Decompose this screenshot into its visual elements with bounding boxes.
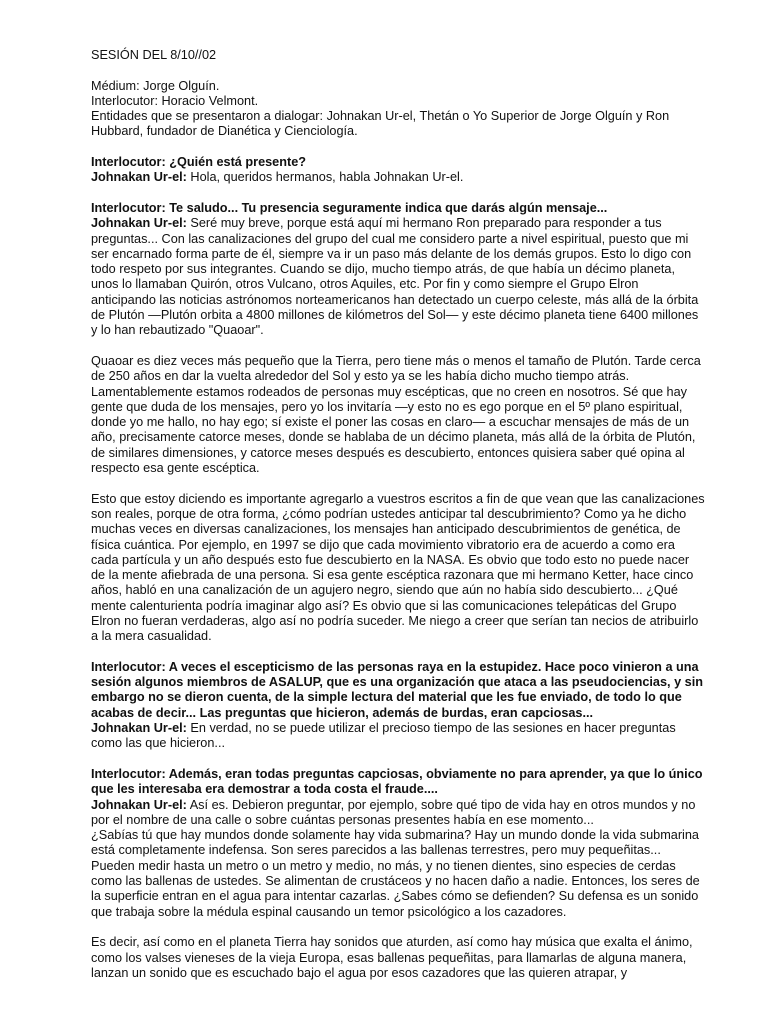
speaker-label: Interlocutor:	[91, 155, 166, 170]
speaker-label: Johnakan Ur-el:	[91, 721, 187, 736]
question-text: ¿Quién está presente?	[165, 155, 307, 170]
session-metadata	[91, 79, 705, 140]
dialogue-exchange	[91, 155, 705, 186]
answer-text: Así es. Debieron preguntar, por ejemplo, sobre qué tipo de vida hay en otros mundos y no por el nombre de una calle o sobre cuántas personas presentes había en ese momento...	[91, 797, 696, 827]
document-page	[91, 48, 705, 996]
johnakan-answer	[91, 216, 705, 338]
interlocutor-question	[91, 767, 705, 798]
interlocutor-question	[91, 201, 705, 216]
body-paragraph: Esto que estoy diciendo es importante agregarlo a vuestros escritos a fin de que vean que las canalizaciones son reales, porque de otra forma, ¿cómo podrían ustedes anticipar tal descubrimiento? Como ya he dicho muchas veces en diversas canalizaciones, los mensajes han anticipado descubrimientos de genética, de física cuántica. Por ejemplo, en 1997 se dijo que cada movimiento vibratorio era de acuerdo a como era cada partícula y un año después esto fue descubierto en la NASA. Es obvio que todo esto no puede nacer de la mente afiebrada de una persona. Si esa gente escéptica razonara que mi hermano Ketter, hace cinco años, habló en una canalización de un agujero negro, siendo que aún no había sido descubierto... ¿Qué mente calenturienta podría imaginar algo así? Es obvio que si las comunicaciones telepáticas del Grupo Elron no fueran verdaderas, algo así no podría suceder. Me niego a creer que serían tan necios de atribuirlo a la mera casualidad.	[91, 491, 705, 644]
answer-continuation: ¿Sabías tú que hay mundos donde solamente hay vida submarina? Hay un mundo donde la vida submarina está completamente indefensa. Son seres parecidos a las ballenas terrestres, pero muy pequeñitas... Pueden medir hasta un metro o un metro y medio, no más, y no tienen dientes, sino especies de cerdas como las ballenas de ustedes. Se alimentan de crustáceos y no hacen daño a nadie. Entonces, los seres de la superficie entran en el agua para intentar cazarlas. ¿Sabes cómo se defienden? Su defensa es un sonido que trabaja sobre la médula espinal causando un temor psicológico a los cazadores.	[91, 828, 700, 919]
speaker-label: Johnakan Ur-el:	[91, 170, 187, 185]
johnakan-answer	[91, 721, 705, 752]
question-text: Además, eran todas preguntas capciosas, obviamente no para aprender, ya que lo único que les interesaba era demostrar a toda costa el fraude....	[91, 766, 703, 797]
body-paragraph: Quaoar es diez veces más pequeño que la Tierra, pero tiene más o menos el tamaño de Plutón. Tarde cerca de 250 años en dar la vuelta alrededor del Sol y esto ya se les había dicho mucho tiempo atrás. Lamentablemente estamos rodeados de personas muy escépticas, que no creen en nosotros. Sé que hay gente que duda de los mensajes, pero yo los invitaría —y esto no es ego porque en el 5º plano espiritual, donde yo me hallo, no hay ego; sí existe el poner las cosas en claro— a escuchar mensajes de más de un año, precisamente catorce meses, donde se hablaba de un décimo planeta, más allá de la órbita de Plutón, de similares dimensiones, y catorce meses después es descubierto, entonces quisiera saber qué opina al respecto esa gente escéptica.	[91, 353, 701, 476]
answer-text: Hola, queridos hermanos, habla Johnakan Ur-el.	[186, 170, 464, 185]
speaker-label: Johnakan Ur-el:	[91, 216, 187, 231]
johnakan-answer	[91, 798, 705, 829]
speaker-label: Interlocutor:	[91, 766, 166, 781]
speaker-label: Interlocutor:	[91, 200, 166, 215]
interlocutor-question	[91, 155, 705, 170]
dialogue-exchange	[91, 660, 705, 752]
entities-line: Entidades que se presentaron a dialogar: Johnakan Ur-el, Thetán o Yo Superior de Jorge Olguín y Ron Hubbard, fundador de Dianética y Cienciología.	[91, 109, 670, 139]
medium-line: Médium: Jorge Olguín.	[91, 78, 220, 93]
interlocutor-line: Interlocutor: Horacio Velmont.	[91, 93, 259, 108]
question-text: A veces el escepticismo de las personas raya en la estupidez. Hace poco vinieron a una sesión algunos miembros de ASALUP, que es una organización que ataca a las pseudociencias, y sin embargo no se dieron cuenta, de la simple lectura del material que les fue enviado, de todo lo que acabas de decir... Las preguntas que hicieron, además de burdas, eran capciosas...	[91, 659, 704, 720]
closing-paragraph: Es decir, así como en el planeta Tierra hay sonidos que aturden, así como hay música que exalta el ánimo, como los valses vieneses de la vieja Europa, esas ballenas pequeñitas, para llamarlas de alguna manera, lanzan un sonido que es escuchado bajo el agua por esos cazadores que las quieren atrapar, y	[91, 935, 693, 980]
interlocutor-question	[91, 660, 705, 721]
answer-text: Seré muy breve, porque está aquí mi hermano Ron preparado para responder a tus preguntas... Con las canalizaciones del grupo del cual me considero parte a nivel espiritual, puesto que mi ser encarnado forma parte de él, siempre va ir un paso más delante de los demás grupos. Esto lo digo con todo respeto por sus integrantes. Cuando se dijo, mucho tiempo atrás, de que había un décimo planeta, unos lo llamaban Quirón, otros Vulcano, otros Aquiles, etc. Por fin y como siempre el Grupo Elron anticipando las noticias astrónomos norteamericanos han detectado un cuerpo celeste, más allá de la órbita de Plutón —Plutón orbita a 4800 millones de kilómetros del Sol— y este décimo planeta tiene 6400 millones y lo han rebautizado "Quaoar".	[91, 216, 699, 338]
answer-text: En verdad, no se puede utilizar el precioso tiempo de las sesiones en hacer preguntas como las que hicieron...	[91, 721, 676, 751]
session-heading: SESIÓN DEL 8/10//02	[91, 48, 217, 62]
dialogue-exchange	[91, 767, 705, 920]
dialogue-exchange	[91, 201, 705, 339]
speaker-label: Interlocutor:	[91, 659, 166, 674]
johnakan-answer	[91, 170, 705, 185]
question-text: Te saludo... Tu presencia seguramente indica que darás algún mensaje...	[165, 200, 608, 215]
speaker-label: Johnakan Ur-el:	[91, 797, 187, 812]
